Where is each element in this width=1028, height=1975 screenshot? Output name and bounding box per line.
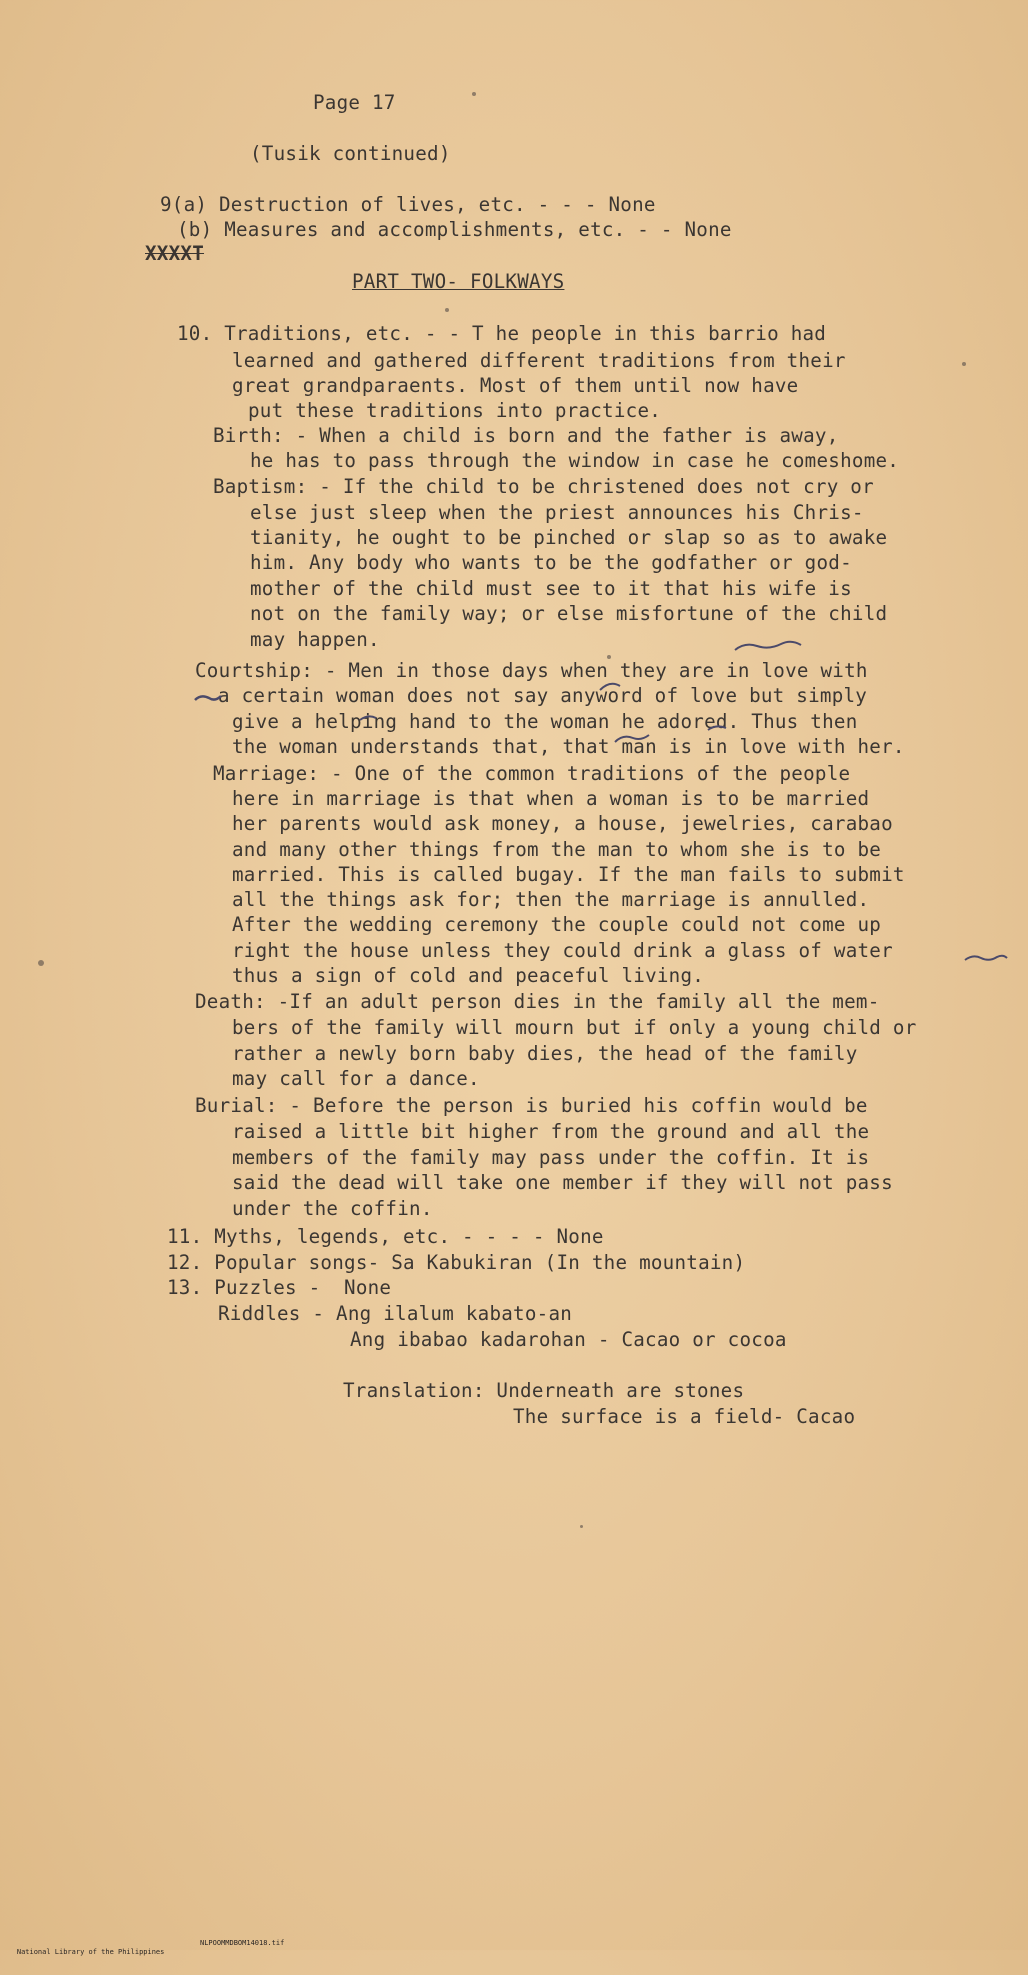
body-line: her parents would ask money, a house, jewelries, carabao [232,812,893,835]
paper-speck [580,1525,583,1528]
paper-speck [445,308,449,312]
body-line: raised a little bit higher from the ground and all the [232,1120,870,1143]
body-line: 11. Myths, legends, etc. - - - - None [167,1225,604,1248]
body-line: not on the family way; or else misfortune of the child [250,602,888,625]
continued-note: (Tusik continued) [250,142,451,165]
body-line: him. Any body who wants to be the godfather or god- [250,551,852,574]
paper-speck [607,655,611,659]
body-line: married. This is called bugay. If the man fails to submit [232,863,905,886]
body-line: 10. Traditions, etc. - - T he people in this barrio had [177,322,827,345]
body-line: tianity, he ought to be pinched or slap so as to awake [250,526,888,549]
body-line: 12. Popular songs- Sa Kabukiran (In the mountain) [167,1251,746,1274]
body-line: may call for a dance. [232,1067,480,1090]
archive-footer [0,1939,285,1975]
body-line: Marriage: - One of the common traditions of the people [213,762,851,785]
body-line: Courtship: - Men in those days when they are in love with [195,659,868,682]
body-line: Ang ibabao kadarohan - Cacao or cocoa [350,1328,787,1351]
body-line: Birth: - When a child is born and the father is away, [213,424,839,447]
body-line: Translation: Underneath are stones [343,1379,745,1402]
paper-speck [472,92,476,96]
struck-text: XXXXT [145,242,205,265]
body-line: great grandparaents. Most of them until now have [232,374,799,397]
body-line: give a helping hand to the woman he adored. Thus then [232,710,858,733]
body-line: 13. Puzzles - None [167,1276,392,1299]
body-line: learned and gathered different traditions from their [232,349,846,372]
body-line: After the wedding ceremony the couple could not come up [232,913,882,936]
paper-speck [962,362,966,366]
body-line: put these traditions into practice. [248,399,662,422]
body-line: else just sleep when the priest announces his Chris- [250,501,864,524]
body-line: may happen. [250,628,380,651]
body-line: said the dead will take one member if they will not pass [232,1171,893,1194]
page-number: Page 17 [313,91,396,114]
body-line: The surface is a field- Cacao [513,1405,856,1428]
body-line: Burial: - Before the person is buried his coffin would be [195,1094,868,1117]
body-line: under the coffin. [232,1197,433,1220]
item-9a: 9(a) Destruction of lives, etc. - - - None [160,193,656,216]
item-9b: (b) Measures and accomplishments, etc. - - None [177,218,732,241]
footer-filename: NLPOOMMDBOM14018.tif [200,1939,285,1947]
paper-speck [38,960,44,966]
body-line: Riddles - Ang ilalum kabato-an [218,1302,573,1325]
body-line: Baptism: - If the child to be christened does not cry or [213,475,874,498]
footer-library: National Library of the Philippines [16,1948,165,1956]
body-line: and many other things from the man to whom she is to be [232,838,882,861]
section-title: PART TWO- FOLKWAYS [352,270,565,293]
body-line: mother of the child must see to it that his wife is [250,577,852,600]
body-line: thus a sign of cold and peaceful living. [232,964,705,987]
body-line: bers of the family will mourn but if only a young child or [232,1016,917,1039]
body-line: he has to pass through the window in case he comeshome. [250,449,900,472]
body-line: all the things ask for; then the marriage is annulled. [232,888,870,911]
body-line: Death: -If an adult person dies in the family all the mem- [195,990,880,1013]
body-line: a certain woman does not say anyword of love but simply [218,684,868,707]
body-line: here in marriage is that when a woman is to be married [232,787,870,810]
body-line: the woman understands that, that man is in love with her. [232,735,905,758]
body-line: members of the family may pass under the coffin. It is [232,1146,870,1169]
body-line: right the house unless they could drink a glass of water [232,939,893,962]
body-line: rather a newly born baby dies, the head of the family [232,1042,858,1065]
